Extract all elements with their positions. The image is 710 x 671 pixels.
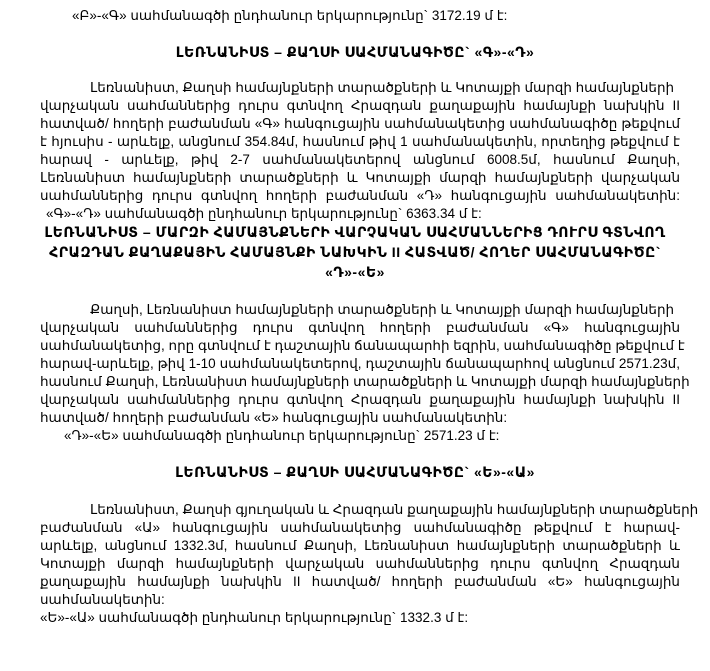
section-heading-e-a: ԼԵՌՆԱՆԻՍՏ – ՔԱՂՍԻ ՍԱՀՄԱՆԱԳԻԾԸ` «Ե»-«Ա» xyxy=(175,464,535,480)
section-heading-d-e-line3: «Դ»-«Ե» xyxy=(325,264,385,280)
paragraph-line: հարավ - արևելք, թիվ 2-7 սահմանակետերով անցնում 6008.5մ, հասնում Քաղսի, xyxy=(40,152,680,167)
section-heading-g-d: ԼԵՌՆԱՆԻՍՏ – ՔԱՂՍԻ ՍԱՀՄԱՆԱԳԻԾԸ` «Գ»-«Դ» xyxy=(175,44,535,60)
paragraph-line: վարչական սահմաններից դուրս գտնվող հողերի բաժանման «Գ» հանգուցային xyxy=(40,320,680,335)
paragraph-line: հատված/ հողերի բաժանման «Ե» հանգուցային սահմանակետին: xyxy=(40,410,508,425)
section-total-b-g: «Բ»-«Գ» սահմանագծի ընդհանուր երկարությունը` 3172.19 մ է: xyxy=(72,8,508,23)
paragraph-line: արևելք, անցնում 1332.3մ, հասնում Քաղսի, Լեռնանիստ համայնքների տարածքների և xyxy=(40,538,680,553)
paragraph-line: քաղաքային համայնքի նախկին II հատված/ հողերի բաժանման «Ե» հանգուցային xyxy=(40,574,680,589)
paragraph-line: սահմանակետից, որը գտնվում է դաշտային ճանապարհի եզրին, սահմանագիծը թեքվում է xyxy=(40,338,685,353)
paragraph-line: Կոտայքի մարզի համայնքների վարչական սահմաններից դուրս գտնվող Հրազդան xyxy=(40,556,680,571)
paragraph-line: Լեռնանիստ, Քաղսի գյուղական և Հրազդան քաղաքային համայնքների տարածքների xyxy=(90,502,699,517)
paragraph-line: սահմաններից դուրս գտնվող հողերի բաժանման «Դ» հանգուցային սահմանակետին: xyxy=(40,188,680,203)
paragraph-line: է հյուսիս - արևելք, անցնում 354.84մ, հասնում թիվ 1 սահմանակետին, որտեղից թեքվում է xyxy=(40,134,680,149)
paragraph-line: հատված/ հողերի բաժանման «Գ» հանգուցային սահմանակետից սահմանագիծը թեքվում xyxy=(40,116,680,131)
section-total-e-a: «Ե»-«Ա» սահմանագծի ընդհանուր երկարությունը` 1332.3 մ է: xyxy=(40,610,469,625)
paragraph-line: հարավ-արևելք, թիվ 1-10 սահմանակետերով, դաշտային ճանապարհով անցնում 2571.23մ, xyxy=(40,356,680,371)
paragraph-line: վարչական սահմաններից դուրս գտնվող Հրազդան քաղաքային համայնքի նախկին II xyxy=(40,392,680,407)
section-total-d-e: «Դ»-«Ե» սահմանագծի ընդհանուր երկարությունը` 2571.23 մ է: xyxy=(64,428,500,443)
paragraph-line: Լեռնանիստ համայնքների տարածքների և Կոտայքի մարզի համայնքների վարչական xyxy=(40,170,680,185)
paragraph-line: բաժանման «Ա» հանգուցային սահմանակետից սահմանագիծը թեքվում է հարավ- xyxy=(40,520,680,535)
paragraph-line: Լեռնանիստ, Քաղսի համայնքների տարածքների և Կոտայքի մարզի համայնքների xyxy=(90,80,675,95)
section-heading-d-e-line1: ԼԵՌՆԱՆԻՍՏ – ՄԱՐԶԻ ՀԱՄԱՅՆՔՆԵՐԻ ՎԱՐՉԱԿԱՆ ՍԱՀՄԱՆՆԵՐԻՑ ԴՈՒՐՍ ԳՏՆՎՈՂ xyxy=(44,224,666,240)
section-total-g-d: «Գ»-«Դ» սահմանագծի ընդհանուր երկարությունը` 6363.34 մ է: xyxy=(46,206,482,221)
paragraph-line: հասնում Քաղսի, Լեռնանիստ համայնքների տարածքների և Կոտայքի մարզի համայնքների xyxy=(40,374,690,389)
paragraph-line: Քաղսի, Լեռնանիստ համայնքների տարածքների և Կոտայքի մարզի համայնքների xyxy=(90,302,675,317)
section-heading-d-e-line2: ՀՐԱԶԴԱՆ ՔԱՂԱՔԱՅԻՆ ՀԱՄԱՅՆՔԻ ՆԱԽԿԻՆ II ՀԱՏՎԱԾ/ ՀՈՂԵՐ ՍԱՀՄԱՆԱԳԻԾԸ` xyxy=(49,244,661,260)
paragraph-line: վարչական սահմաններից դուրս գտնվող Հրազդան քաղաքային համայնքի նախկին II xyxy=(40,98,680,113)
paragraph-line: սահմանակետին: xyxy=(40,592,165,607)
